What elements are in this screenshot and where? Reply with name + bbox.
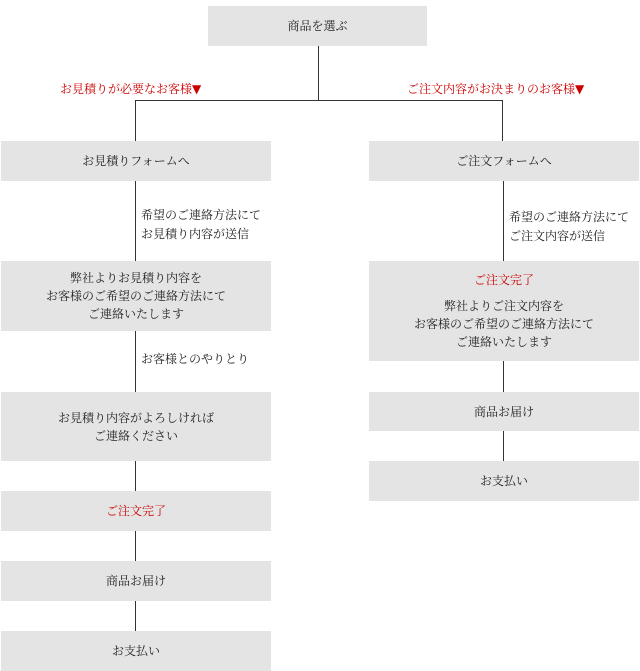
- left-step-confirm-line-1: お見積り内容がよろしければ: [57, 410, 214, 425]
- connector-right-3: [503, 431, 504, 461]
- connector-right-2: [503, 361, 504, 392]
- left-step-estimate-reply-line-3: ご連絡いたします: [87, 307, 184, 321]
- right-branch-title: ご注文内容がお決まりのお客様▼: [407, 82, 585, 96]
- connector-right-branch: [502, 100, 503, 141]
- left-step-confirm-line-2: ご連絡ください: [93, 428, 178, 443]
- right-note-1-line-2: ご注文内容が送信: [509, 229, 606, 243]
- right-step-order-complete-line-3: ご連絡いたします: [455, 335, 552, 349]
- left-step-estimate-reply: [1, 261, 271, 331]
- left-step-confirm: [1, 392, 271, 461]
- right-note-1-line-1: 希望のご連絡方法にて: [509, 210, 630, 224]
- connector-split: [135, 100, 502, 101]
- select-product-label: 商品を選ぶ: [287, 19, 348, 33]
- left-step-payment: [1, 631, 271, 671]
- connector-left-1: [135, 181, 136, 261]
- left-note-1-line-1: 希望のご連絡方法にて: [141, 208, 262, 222]
- left-note-2-line-1: お客様とのやりとり: [141, 352, 250, 366]
- right-step-order-complete-title: ご注文完了: [473, 273, 534, 287]
- connector-left-4: [135, 531, 136, 561]
- right-step-delivery-label: 商品お届け: [473, 404, 534, 419]
- connector-top: [318, 46, 319, 100]
- right-step-order-complete: [369, 261, 639, 361]
- left-step-payment-label: お支払い: [111, 644, 160, 658]
- right-step-order-complete-line-1: 弊社よりご注文内容を: [443, 299, 564, 313]
- right-step-delivery: [369, 392, 639, 431]
- left-branch-title: お見積りが必要なお客様▼: [60, 82, 202, 96]
- left-step-estimate-form: [1, 141, 271, 181]
- left-step-order-complete: [1, 491, 271, 531]
- right-step-order-form: [369, 141, 639, 181]
- left-step-estimate-reply-line-1: 弊社よりお見積り内容を: [69, 271, 202, 285]
- right-step-payment-label: お支払い: [479, 474, 528, 488]
- connector-left-5: [135, 601, 136, 631]
- connector-right-1: [503, 181, 504, 261]
- right-note-1: [509, 208, 629, 246]
- select-product-box: [208, 6, 427, 46]
- left-step-delivery: [1, 561, 271, 601]
- connector-left-branch: [135, 100, 136, 141]
- connector-left-3: [135, 461, 136, 491]
- left-step-estimate-reply-line-2: お客様のご希望のご連絡方法にて: [45, 289, 226, 303]
- right-step-order-complete-line-2: お客様のご希望のご連絡方法にて: [413, 317, 594, 331]
- left-note-1-line-2: お見積り内容が送信: [141, 227, 250, 241]
- left-step-delivery-label: 商品お届け: [105, 574, 166, 588]
- left-step-estimate-form-label: お見積りフォームへ: [82, 154, 190, 168]
- right-step-payment: [369, 461, 639, 501]
- left-step-order-complete-label: ご注文完了: [105, 504, 166, 518]
- left-note-2: [141, 350, 249, 369]
- left-note-1: [141, 206, 261, 244]
- connector-left-2: [135, 331, 136, 392]
- right-step-order-form-label: ご注文フォームへ: [456, 154, 552, 168]
